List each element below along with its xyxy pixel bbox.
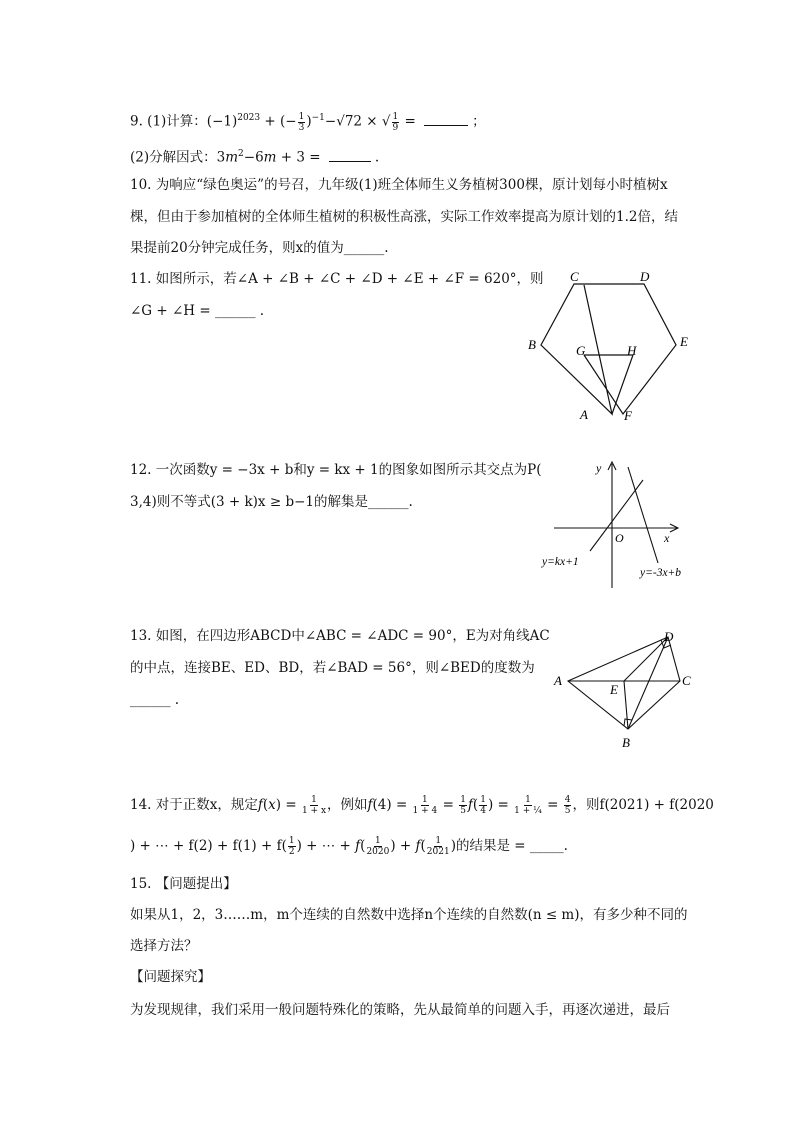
- q13-figure: [548, 624, 708, 754]
- q11-figure: [520, 262, 700, 427]
- q10-line3: 果提前20分钟完成任务，则x的值为______.: [130, 240, 389, 256]
- q15-line2: 如果从1，2，3……m，m个连续的自然数中选择n个连续的自然数(n ≤ m)，有多少种不同的: [130, 907, 688, 923]
- label-line-kx: y=kx+1: [542, 556, 579, 568]
- label-b: B: [622, 735, 630, 750]
- q14-line1: 14. 对于正数x，规定f(x) = $\frac{1}{1 + x}$ ，例如f(4) = $\frac{1}{1 + 4}$ = $\frac{1}{5}$ f( $\frac{1}{4}$ ) = $\frac{1}{\text{1 + ¼}}$ = $\frac{4}{5}$ ，则f(2021) + f(2020: [130, 795, 714, 816]
- label-line-3x: y=-3x+b: [640, 567, 682, 579]
- q11-polyline: [541, 284, 676, 414]
- q12-line2: 3,4)则不等式(3 + k)x ≥ b−1的解集是______.: [130, 494, 413, 510]
- label-e: E: [680, 334, 688, 349]
- label-e: E: [610, 682, 618, 697]
- label-a: A: [580, 407, 588, 422]
- q10-line1: 10. 为响应“绿色奥运”的号召，九年级(1)班全体师生义务植树300棵，原计划每小时植树x: [130, 177, 668, 193]
- q15-line4: 【问题探究】: [130, 969, 211, 985]
- q15-line1: 15. 【问题提出】: [130, 876, 237, 892]
- label-x: x: [664, 531, 670, 545]
- label-d: D: [640, 269, 650, 284]
- q9-line1: 9. (1)计算：$(-1)^{2023}$ + (− $\frac{1}{3}$ )$^{-1}$−√72 × √ $\frac{1}{9}$ = ；: [130, 111, 486, 133]
- segment-ed: [624, 637, 668, 681]
- label-c: C: [682, 673, 691, 688]
- q13-line1: 13. 如图，在四边形ABCD中∠ABC = ∠ADC = 90°，E为对角线AC: [130, 628, 550, 644]
- q13-line2: 的中点，连接BE、ED、BD，若∠BAD = 56°，则∠BED的度数为: [130, 660, 535, 676]
- label-f: F: [624, 408, 632, 423]
- answer-blank[interactable]: [329, 149, 371, 162]
- label-h: H: [627, 343, 637, 358]
- q15-line5: 为发现规律，我们采用一般问题特殊化的策略，先从最简单的问题入手，再逐次递进，最后: [130, 1002, 670, 1018]
- label-d: D: [664, 629, 674, 644]
- q13-line3: ______ .: [130, 692, 180, 708]
- q12-figure: [540, 452, 700, 592]
- line-minus-3x-plus-b: [628, 467, 658, 563]
- q11-line2: ∠G + ∠H = ______ .: [130, 303, 265, 319]
- q12-line1: 12. 一次函数y = −3x + b和y = kx + 1的图象如图所示其交点为P(: [130, 462, 542, 478]
- label-a: A: [554, 673, 562, 688]
- segment-bd: [628, 637, 668, 729]
- label-g: G: [576, 343, 586, 358]
- q11-line1: 11. 如图所示，若∠A + ∠B + ∠C + ∠D + ∠E + ∠F = 620°，则: [130, 271, 544, 287]
- q15-line3: 选择方法？: [130, 938, 198, 954]
- label-origin: O: [615, 531, 624, 545]
- answer-blank[interactable]: [424, 113, 468, 126]
- label-y: y: [596, 461, 602, 475]
- q14-line2: ) + ⋯ + f(2) + f(1) + f( $\frac{1}{2}$ ) + ⋯ + f( $\frac{1}{2020}$ ) + f( $\frac{1}{2021}$ )的结果是 = _____.: [130, 836, 568, 857]
- q10-line2: 棵，但由于参加植树的全体师生植树的积极性高涨，实际工作效率提高为原计划的1.2倍，结: [130, 209, 678, 225]
- label-b: B: [528, 337, 536, 352]
- q9-line2: (2)分解因式：$3m^2-6m + 3$ = .: [130, 149, 380, 166]
- label-c: C: [570, 269, 579, 284]
